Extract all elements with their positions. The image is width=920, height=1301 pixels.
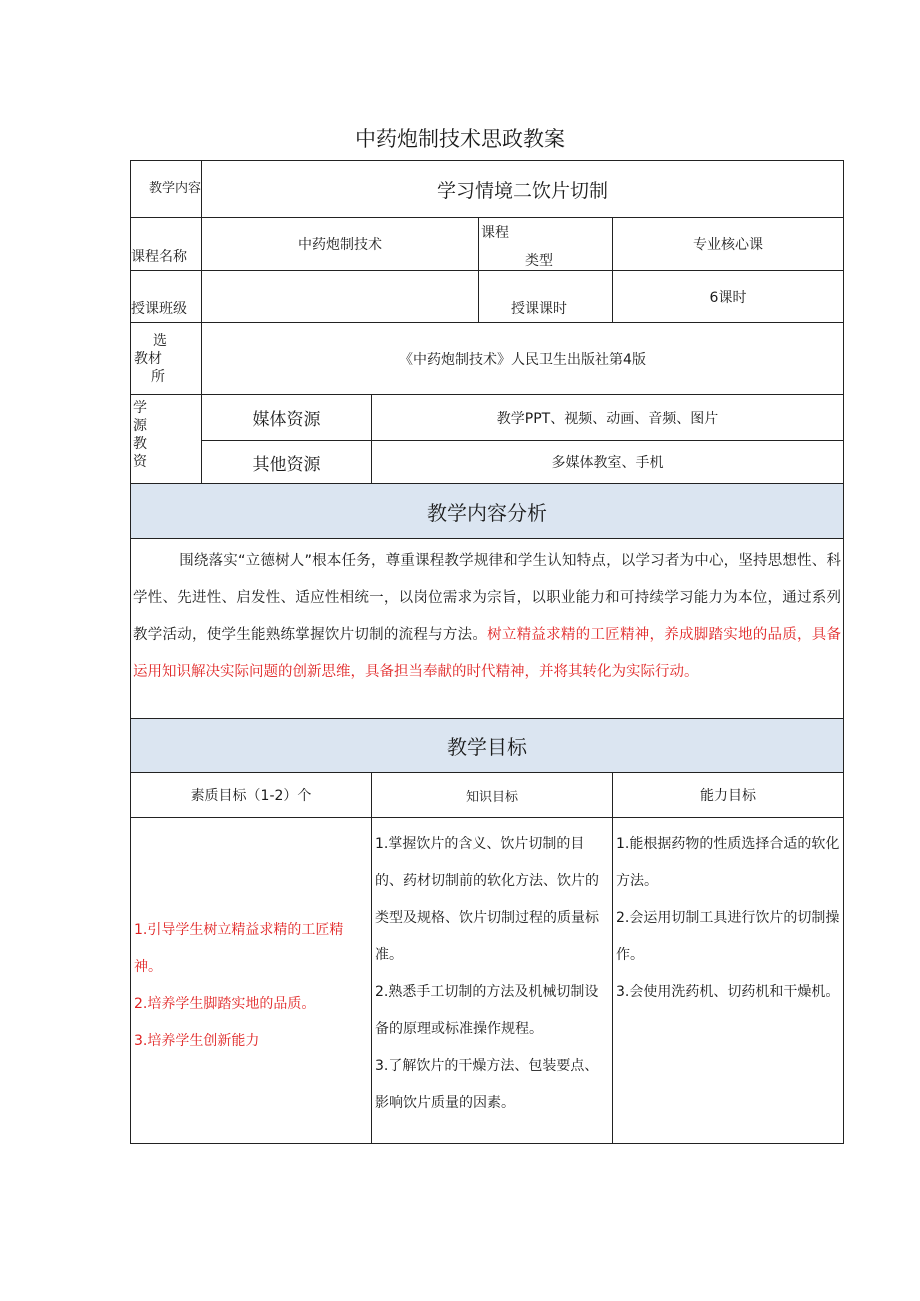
type-value: 专业核心课 (613, 218, 844, 271)
type-label-1: 课程 (481, 225, 509, 241)
document-title: 中药炮制技术思政教案 (355, 127, 565, 151)
ability-item: 3.会使用洗药机、切药机和干燥机。 (616, 984, 840, 1000)
objectives-heading: 教学目标 (131, 719, 844, 773)
ability-header: 能力目标 (613, 773, 844, 818)
resource-char-2: 源 (133, 418, 147, 434)
resource-char-4: 资 (133, 454, 147, 470)
analysis-text: 围绕落实“立德树人”根本任务，尊重课程教学规律和学生认知特点，以学习者为中心，坚持思想性、科学性、先进性、启发性、适应性相统一，以岗位需求为宗旨，以职业能力和可持续学习能力为本位，通过系列教学活动，使学生能熟练掌握饮片切制的流程与方法。 (133, 553, 842, 643)
course-label-text: 课程名称 (131, 249, 187, 265)
analysis-text-highlight: 树立精益求精的工匠精神，养成脚踏实地的品质，具备运用知识解决实际问题的创新思维，具备担当奉献的时代精神，并将其转化为实际行动。 (133, 627, 842, 680)
quality-item: 1.引导学生树立精益求精的工匠精神。 (134, 922, 344, 975)
quality-item: 2.培养学生脚踏实地的品质。 (134, 996, 316, 1012)
resource-char-3: 教 (133, 436, 147, 452)
type-label (479, 218, 613, 271)
resource-char-1: 学 (133, 400, 147, 416)
ability-item: 2.会运用切制工具进行饮片的切制操作。 (616, 910, 840, 963)
quality-item: 3.培养学生创新能力 (134, 1033, 260, 1049)
textbook-label-3: 所 (151, 368, 165, 385)
ability-list (613, 818, 844, 1144)
ability-item: 1.能根据药物的性质选择合适的软化方法。 (616, 836, 840, 889)
content-value: 学习情境二饮片切制 (202, 161, 844, 218)
other-label: 其他资源 (202, 441, 372, 484)
knowledge-item: 3.了解饮片的干燥方法、包装要点、影响饮片质量的因素。 (375, 1058, 599, 1111)
knowledge-header: 知识目标 (372, 773, 613, 818)
lesson-plan-table (130, 160, 844, 1144)
textbook-label-1: 选 (153, 332, 167, 349)
textbook-label (131, 323, 202, 395)
course-value: 中药炮制技术 (202, 218, 479, 271)
knowledge-item: 2.熟悉手工切制的方法及机械切制设备的原理或标准操作规程。 (375, 984, 599, 1037)
resource-label (131, 395, 202, 484)
quality-list (131, 818, 372, 1144)
analysis-body (131, 539, 844, 719)
course-label (131, 218, 202, 271)
class-label (131, 271, 202, 323)
quality-header: 素质目标（1-2）个 (131, 773, 372, 818)
content-label-cell (131, 161, 202, 218)
media-value: 教学PPT、视频、动画、音频、图片 (372, 395, 844, 441)
analysis-heading: 教学内容分析 (131, 484, 844, 539)
hours-value: 6课时 (613, 271, 844, 323)
type-label-2: 类型 (525, 253, 553, 269)
media-label: 媒体资源 (202, 395, 372, 441)
class-label-text: 授课班级 (131, 301, 187, 317)
class-value (202, 271, 479, 323)
hours-label: 授课课时 (479, 271, 613, 323)
content-label: 教学内容 (149, 181, 202, 196)
textbook-value: 《中药炮制技术》人民卫生出版社第4版 (202, 323, 844, 395)
textbook-label-2: 教材 (134, 350, 162, 367)
knowledge-item: 1.掌握饮片的含义、饮片切制的目的、药材切制前的软化方法、饮片的类型及规格、饮片切制过程的质量标准。 (375, 836, 599, 963)
other-value: 多媒体教室、手机 (372, 441, 844, 484)
knowledge-list (372, 818, 613, 1144)
